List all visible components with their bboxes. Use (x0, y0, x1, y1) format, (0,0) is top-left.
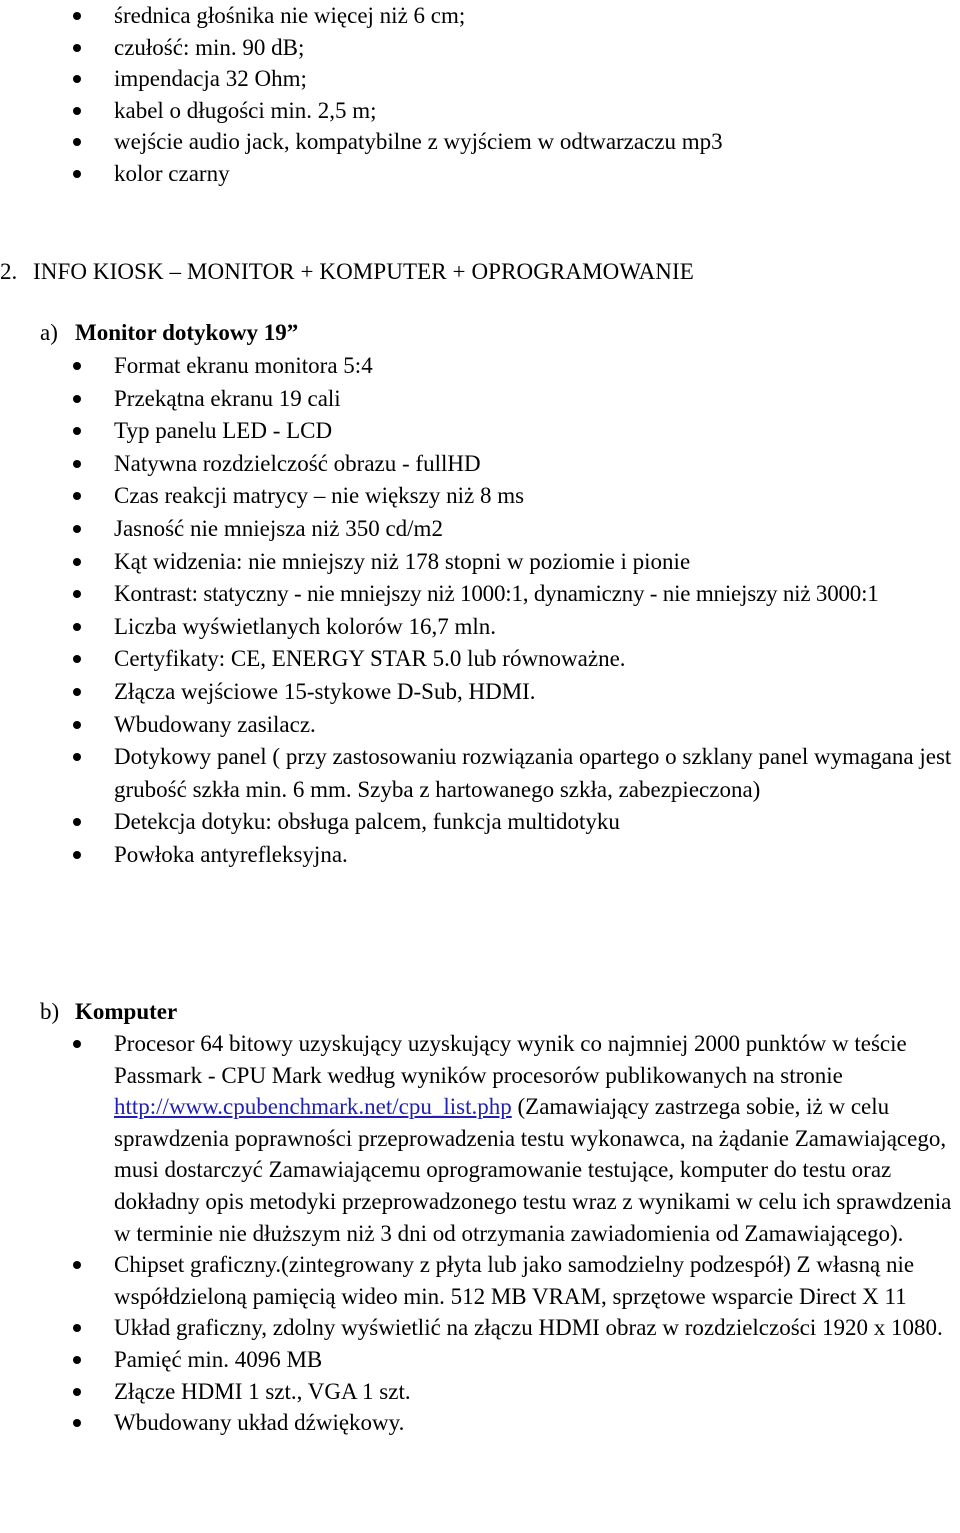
list-item: czułość: min. 90 dB; (0, 32, 960, 64)
monitor-spec-list (0, 350, 960, 872)
list-item: Kontrast: statyczny - nie mniejszy niż 1000:1, dynamiczny - nie mniejszy niż 3000:1 (0, 578, 960, 611)
list-item: Chipset graficzny.(zintegrowany z płyta lub jako samodzielny podzespół) Z własną nie współdzieloną pamięcią wideo min. 512 MB VRAM, sprzętowe wsparcie Direct X 11 (0, 1249, 960, 1312)
list-item: Złącze HDMI 1 szt., VGA 1 szt. (0, 1376, 960, 1408)
list-item: Dotykowy panel ( przy zastosowaniu rozwiązania opartego o szklany panel wymagana jest grubość szkła min. 6 mm. Szyba z hartowanego szkła, zabezpieczona) (0, 741, 960, 806)
bullet-icon (73, 525, 81, 533)
section-title: INFO KIOSK – MONITOR + KOMPUTER + OPROGRAMOWANIE (33, 259, 694, 284)
bullet-icon (73, 1040, 81, 1048)
subsection-letter: a) (40, 320, 58, 345)
list-item: Kąt widzenia: nie mniejszy niż 178 stopni w poziomie i pionie (0, 546, 960, 579)
computer-spec-list (0, 1028, 960, 1439)
bullet-icon (73, 395, 81, 403)
list-item: wejście audio jack, kompatybilne z wyjściem w odtwarzaczu mp3 (0, 126, 960, 158)
bullet-icon (73, 362, 81, 370)
list-item: średnica głośnika nie więcej niż 6 cm; (0, 0, 960, 32)
bullet-icon (73, 138, 81, 146)
bullet-icon (73, 753, 81, 761)
subsection-title: Monitor dotykowy 19” (75, 320, 299, 345)
bullet-icon (73, 170, 81, 178)
bullet-icon (73, 623, 81, 631)
bullet-icon (73, 1261, 81, 1269)
bullet-icon (73, 590, 81, 598)
bullet-icon (73, 851, 81, 859)
list-item: impendacja 32 Ohm; (0, 63, 960, 95)
bullet-icon (73, 492, 81, 500)
bullet-icon (73, 107, 81, 115)
list-item: Procesor 64 bitowy uzyskujący uzyskujący wynik co najmniej 2000 punktów w teście Passmark - CPU Mark według wyników procesorów publikowanych na stronie http://www.cpubenchmark.net/cpu_list.php (Zamawiający zastrzega sobie, iż w celu sprawdzenia poprawności przeprowadzenia testu wykonawca, na żądanie Zamawiającego, musi dostarczyć Zamawiającemu oprogramowanie testujące, komputer do testu oraz dokładny opis metodyki przeprowadzonego testu wraz z wynikami w celu ich sprawdzenia w terminie nie dłuższym niż 3 dni od otrzymania zawiadomienia od Zamawiającego). (0, 1028, 960, 1249)
list-item: Przekątna ekranu 19 cali (0, 383, 960, 416)
list-item: Jasność nie mniejsza niż 350 cd/m2 (0, 513, 960, 546)
section-number: 2. (0, 259, 18, 284)
bullet-icon (73, 721, 81, 729)
list-item: Powłoka antyrefleksyjna. (0, 839, 960, 872)
list-item: Wbudowany zasilacz. (0, 709, 960, 742)
list-item: Czas reakcji matrycy – nie większy niż 8 ms (0, 480, 960, 513)
subsection-title: Komputer (75, 999, 178, 1024)
bullet-icon (73, 655, 81, 663)
speaker-spec-list (0, 0, 960, 189)
list-item: kolor czarny (0, 158, 960, 190)
subsection-letter: b) (40, 999, 60, 1024)
list-item: Natywna rozdzielczość obrazu - fullHD (0, 448, 960, 481)
bullet-icon (73, 1356, 81, 1364)
bullet-icon (73, 44, 81, 52)
bullet-icon (73, 75, 81, 83)
list-item: Detekcja dotyku: obsługa palcem, funkcja multidotyku (0, 806, 960, 839)
bullet-icon (73, 558, 81, 566)
list-item: Certyfikaty: CE, ENERGY STAR 5.0 lub równoważne. (0, 643, 960, 676)
list-item: Typ panelu LED - LCD (0, 415, 960, 448)
list-item: Wbudowany układ dźwiękowy. (0, 1407, 960, 1439)
bullet-icon (73, 12, 81, 20)
bullet-icon (73, 688, 81, 696)
bullet-icon (73, 1419, 81, 1427)
list-item: Format ekranu monitora 5:4 (0, 350, 960, 383)
list-item: Pamięć min. 4096 MB (0, 1344, 960, 1376)
list-item: Układ graficzny, zdolny wyświetlić na złączu HDMI obraz w rozdzielczości 1920 x 1080. (0, 1312, 960, 1344)
bullet-icon (73, 1388, 81, 1396)
bullet-icon (73, 427, 81, 435)
cpubenchmark-link[interactable]: http://www.cpubenchmark.net/cpu_list.php (114, 1094, 512, 1120)
list-item: Złącza wejściowe 15-stykowe D-Sub, HDMI. (0, 676, 960, 709)
bullet-icon (73, 1324, 81, 1332)
list-item: kabel o długości min. 2,5 m; (0, 95, 960, 127)
list-item: Liczba wyświetlanych kolorów 16,7 mln. (0, 611, 960, 644)
bullet-icon (73, 818, 81, 826)
bullet-icon (73, 460, 81, 468)
